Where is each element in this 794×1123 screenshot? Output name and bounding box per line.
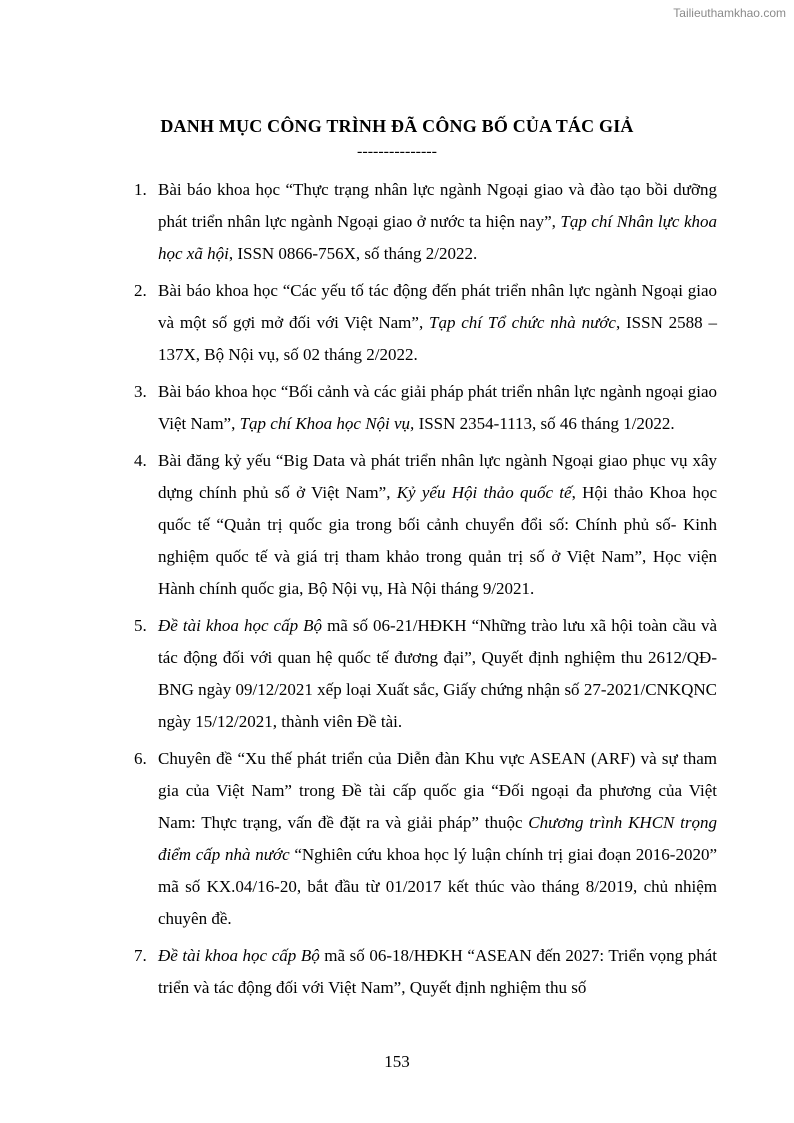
item-text-tail: mã số 06-18/HĐKH “ASEAN đến 2027: Triển vọng phát triển và tác động đối với Việt Nam”, Quyết định nghiệm thu số [158,946,717,997]
page-title: DANH MỤC CÔNG TRÌNH ĐÃ CÔNG BỐ CỦA TÁC GIẢ [160,116,634,136]
publication-item-5 [0,610,794,738]
item-source: Đề tài khoa học cấp Bộ [158,616,323,635]
item-text-tail: ISSN 2354-1113, số 46 tháng 1/2022. [414,414,675,433]
item-text-tail: , Hội thảo Khoa học quốc tế “Quản trị quốc gia trong bối cảnh chuyển đổi số: Chính phủ số- Kinh nghiệm quốc tế và giá trị tham khảo trong quản trị số ở Việt Nam”, Học viện Hành chính quốc gia, Bộ Nội vụ, Hà Nội tháng 9/2021. [158,483,718,598]
item-source: Kỷ yếu Hội thảo quốc tế [396,483,572,502]
publication-list [0,174,794,1009]
item-source: Tạp chí Khoa học Nội vụ, [239,414,415,433]
item-text-tail: , ISSN 0866-756X, số tháng 2/2022. [228,244,478,263]
item-number: 1. [134,180,147,199]
item-text: Chuyên đề “Xu thế phát triển của Diễn đàn Khu vực ASEAN (ARF) và sự tham gia của Việt Nam” trong Đề tài cấp quốc gia “Đối ngoại đa phương của Việt Nam: Thực trạng, vấn đề đặt ra và giải pháp” thuộc [158,749,717,832]
item-number: 3. [134,382,147,401]
publication-item-7 [0,940,794,1004]
item-number: 4. [134,451,147,470]
item-text-tail: , ISSN 2588 – 137X, Bộ Nội vụ, số 02 tháng 2/2022. [158,313,717,364]
item-source: Tạp chí Nhân lực khoa học xã hội [158,212,717,263]
item-text: Bài đăng kỷ yếu “Big Data và phát triển nhân lực ngành Ngoại giao phục vụ xây dựng chính phủ số ở Việt Nam”, [158,451,717,502]
publication-item-2 [0,275,794,371]
title-divider: --------------- [357,143,437,160]
item-source: Đề tài khoa học cấp Bộ [158,946,320,965]
publication-item-6 [0,743,794,935]
item-text-tail: “Nghiên cứu khoa học lý luận chính trị giai đoạn 2016-2020” mã số KX.04/16-20, bắt đầu từ 01/2017 kết thúc vào tháng 8/2019, chủ nhiệm chuyên đề. [158,845,717,928]
item-number: 2. [134,281,147,300]
item-text: Bài báo khoa học “Các yếu tố tác động đến phát triển nhân lực ngành Ngoại giao và một số gợi mở đối với Việt Nam”, [158,281,717,332]
item-number: 5. [134,616,147,635]
item-source: Tạp chí Tổ chức nhà nước [429,313,616,332]
item-number: 6. [134,749,147,768]
publication-item-1 [0,174,794,270]
page-number: 153 [384,1052,410,1071]
watermark: Tailieuthamkhao.com [673,6,786,20]
item-number: 7. [134,946,147,965]
publication-item-4 [0,445,794,605]
item-text-tail: mã số 06-21/HĐKH “Những trào lưu xã hội toàn cầu và tác động đối với quan hệ quốc tế đương đại”, Quyết định nghiệm thu 2612/QĐ-BNG ngày 09/12/2021 xếp loại Xuất sắc, Giấy chứng nhận số 27-2021/CNKQNC ngày 15/12/2021, thành viên Đề tài. [158,616,717,731]
publication-item-3 [0,376,794,440]
item-text: Bài báo khoa học “Bối cảnh và các giải pháp phát triển nhân lực ngành ngoại giao Việt Nam”, [158,382,717,433]
item-text: Bài báo khoa học “Thực trạng nhân lực ngành Ngoại giao và đào tạo bồi dưỡng phát triển nhân lực ngành Ngoại giao ở nước ta hiện nay”, [158,180,717,231]
item-source: Chương trình KHCN trọng điểm cấp nhà nước [158,813,717,864]
